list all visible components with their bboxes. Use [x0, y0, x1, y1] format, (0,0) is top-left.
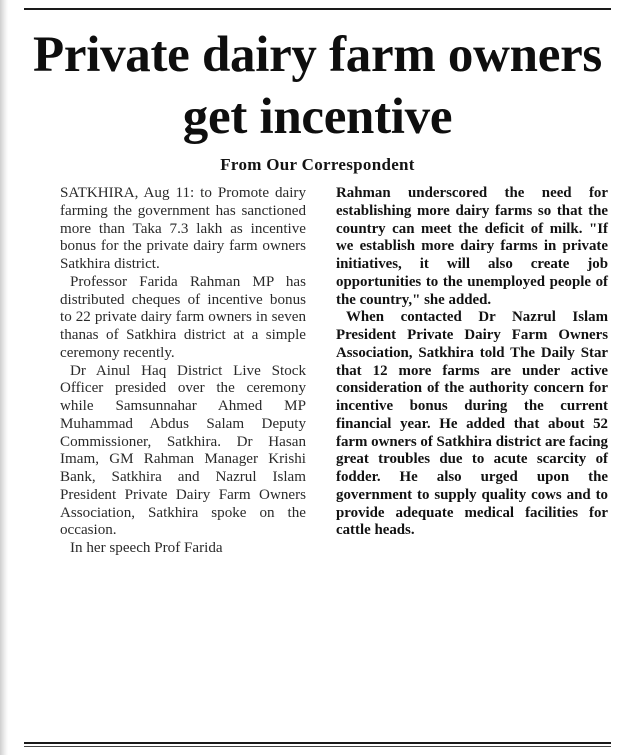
- article-column-right: [336, 185, 608, 540]
- paragraph: Professor Farida Rahman MP has distributed cheques of incentive bonus to 22 private dairy farm owners in seven thanas of Satkhira district at a simple ceremony recently.: [60, 273, 306, 361]
- paragraph: Rahman underscored the need for establishing more dairy farms so that the country can meet the deficit of milk. "If we establish more dairy farms in private initiatives, it will also create job opportunities to the unemployed people of the country," she added.: [336, 185, 608, 308]
- bottom-rule: [24, 742, 611, 744]
- article-column-left: [60, 185, 306, 558]
- byline: From Our Correspondent: [220, 155, 415, 174]
- bottom-rule-thin: [24, 746, 611, 747]
- paragraph: Dr Ainul Haq District Live Stock Officer presided over the ceremony while Samsunnahar Ahmed MP Muhammad Abdus Salam Deputy Commissioner, Satkhira. Dr Hasan Imam, GM Rahman Manager Krishi Bank, Satkhira and Nazrul Islam President Private Dairy Farm Owners Association, Satkhira spoke on the occasion.: [60, 362, 306, 539]
- paragraph: SATKHIRA, Aug 11: to Promote dairy farming the government has sanctioned more than Taka 7.3 lakh as incentive bonus for the private dairy farm owners Satkhira district.: [60, 185, 306, 272]
- page-scan-edge: [0, 0, 8, 755]
- headline: Private dairy farm owners get incentive: [33, 27, 602, 145]
- top-rule: [24, 8, 611, 10]
- paragraph: In her speech Prof Farida: [70, 540, 223, 556]
- paragraph: When contacted Dr Nazrul Islam President Private Dairy Farm Owners Association, Satkhira told The Daily Star that 12 more farms are under active consideration of the authority concern for incentive bonus during the current financial year. He added that about 52 farm owners of Satkhira district are facing great troubles due to acute scarcity of fodder. He also urged upon the government to supply quality cows and to provide adequate medical facilities for cattle heads.: [336, 309, 608, 539]
